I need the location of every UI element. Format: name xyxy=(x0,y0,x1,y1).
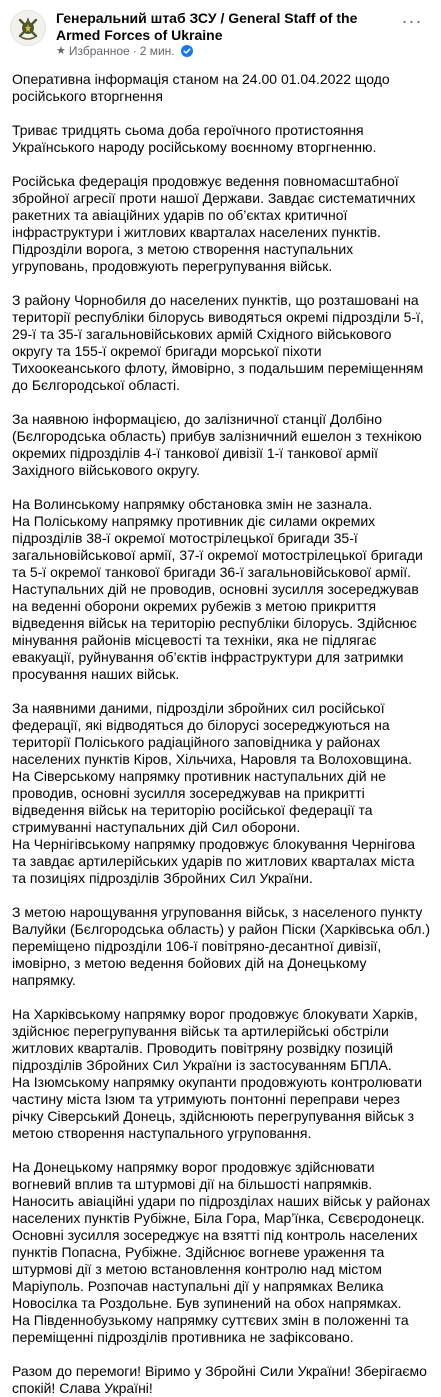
post-line: Наступальних дій не проводив, основні зусилля зосереджував на веденні оборони окремих рубежів з метою прикриття відведення військ на територію республіки білорусь. Здійснює мінування районів місцевості та техніки, яка не підлягає евакуації, руйнування об’єктів інфраструктури для затримки просування наших військ. xyxy=(12,581,419,682)
post-line: За наявною інформацією, до залізничної станції Долбіно (Бєлгородська область) прибув залізничний ешелон з технікою окремих підрозділів 4-ї танкової дивізії 1-ї танкової армії Західного військового округу. xyxy=(12,411,422,478)
page-avatar[interactable] xyxy=(10,10,46,46)
post-line: Триває тридцять сьома доба героїчного протистояння Українського народу російському воєнному вторгненню. xyxy=(12,122,377,155)
page-name[interactable]: Генеральний штаб ЗСУ / General Staff of the Armed Forces of Ukraine xyxy=(56,10,358,43)
post-paragraph xyxy=(12,1363,432,1397)
post-line: На Чернігівському напрямку продовжує блокування Чернігова та завдає артилерійських ударів по житлових кварталах міста та позиціях підрозділів Збройних Сил України. xyxy=(12,836,415,886)
post-paragraph xyxy=(12,1159,432,1346)
post-paragraph xyxy=(12,1006,432,1142)
post-line: На Харківському напрямку ворог продовжує блокувати Харків, здійснює перегрупування військ та артилерійські обстріли житлових кварталів. Проводить повітряну розвідку позицій підрозділів Збройних Сил України із застосуванням БПЛА. xyxy=(12,1006,418,1073)
post-line: На Ізюмському напрямку окупанти продовжують контролювати частину міста Ізюм та утримують понтонні переправи через річку Сіверський Донець, здійснюють перегрупування військ з метою створення наступального угруповання. xyxy=(12,1074,423,1141)
post-paragraph xyxy=(12,173,432,275)
post-line: Оперативна інформація станом на 24.00 01.04.2022 щодо російського вторгнення xyxy=(12,71,390,104)
post-paragraph xyxy=(12,292,432,394)
post-paragraph xyxy=(12,71,432,105)
post-line: На Південнобузькому напрямку суттєвих змін в положенні та переміщенні підрозділів противника не зафіксовано. xyxy=(12,1312,409,1345)
post-line: На Сіверському напрямку противник наступальних дій не проводив, основні зусилля зосереджував на прикритті відведення військ на територію російської федерації та стримуванні наступальних дій Сил оборони. xyxy=(12,768,386,835)
post-paragraph xyxy=(12,411,432,479)
post-header xyxy=(0,0,441,60)
post-line: Разом до перемоги! Віримо у Збройні Сили України! Зберігаємо спокій! Слава Україні! xyxy=(12,1363,427,1396)
post-paragraph xyxy=(12,700,432,887)
star-icon: ★ xyxy=(56,45,66,57)
post-body xyxy=(12,71,432,1397)
post-time[interactable]: 2 мин. xyxy=(139,44,175,58)
post-line: На Поліському напрямку противник діє силами окремих підрозділів 38-ї окремої мотострілецької бригади 35-ї загальновійськової армії, 37-ї окремої мотострілецької бригади та 5-ї окремої танкової бригади 36-ї загальновійськової армії. xyxy=(12,513,423,580)
post-meta xyxy=(56,44,193,58)
post-line: Російська федерація продовжує ведення повномасштабної збройної агресії проти нашої Держави. Завдає систематичних ракетних та авіаційних ударів по об’єктах критичної інфраструктури і житлових кварталах населених пунктів. Підрозділи ворога, з метою створення наступальних угруповань, продовжують перегрупування військ. xyxy=(12,173,416,274)
post-paragraph xyxy=(12,122,432,156)
post-line: На Донецькому напрямку ворог продовжує здійснювати вогневий вплив та штурмові дії на більшості напрямків. Наносить авіаційні удари по підрозділах наших військ у районах населених пунктів Рубіжне, Біла Гора, Мар’їнка, Сєвєродонецк. Основні зусилля зосереджує на взятті під контроль населених пунктів Попасна, Рубіжне. Здійснює вогневе ураження та штурмові дії з метою встановлення контролю над містом Маріуполь. Розпочав наступальні дії у напрямках Велика Новосілка та Роздольне. Був зупинений на обох напрямках. xyxy=(12,1159,431,1311)
more-options-icon[interactable]: ··· xyxy=(401,11,423,31)
favorites-label[interactable]: Избранное xyxy=(68,44,130,58)
post-line: За наявними даними, підрозділи збройних сил російської федерації, які відводяться до білорусі зосереджуються на території Поліського радіаційного заповідника у районах населених пунктів Кіров, Хільчиха, Наровля та Волоховщина. xyxy=(12,700,412,767)
verified-badge-icon xyxy=(181,45,193,57)
post-line: З району Чорнобиля до населених пунктів, що розташовані на території республіки білорусь виводяться окремі підрозділи 5-ї, 29-ї та 35-ї загальновійськових армій Східного військового округу та 155-ї окремої бригади морської піхоти Тихоокеанського флоту, ймовірно, з подальшим переміщенням до Бєлгородської області. xyxy=(12,292,424,393)
post-paragraph xyxy=(12,904,432,989)
post-line: На Волинському напрямку обстановка змін не зазнала. xyxy=(12,496,373,512)
post-line: З метою нарощування угруповання військ, з населеного пункту Валуйки (Бєлгородська область) у район Піски (Харківська обл.) переміщено підрозділи 106-ї повітряно-десантної дивізії, імовірно, з метою ведення бойових дій на Донецькому напрямку. xyxy=(12,904,431,988)
meta-separator: · xyxy=(132,44,137,58)
post-paragraph xyxy=(12,496,432,683)
army-emblem-icon xyxy=(11,11,45,45)
